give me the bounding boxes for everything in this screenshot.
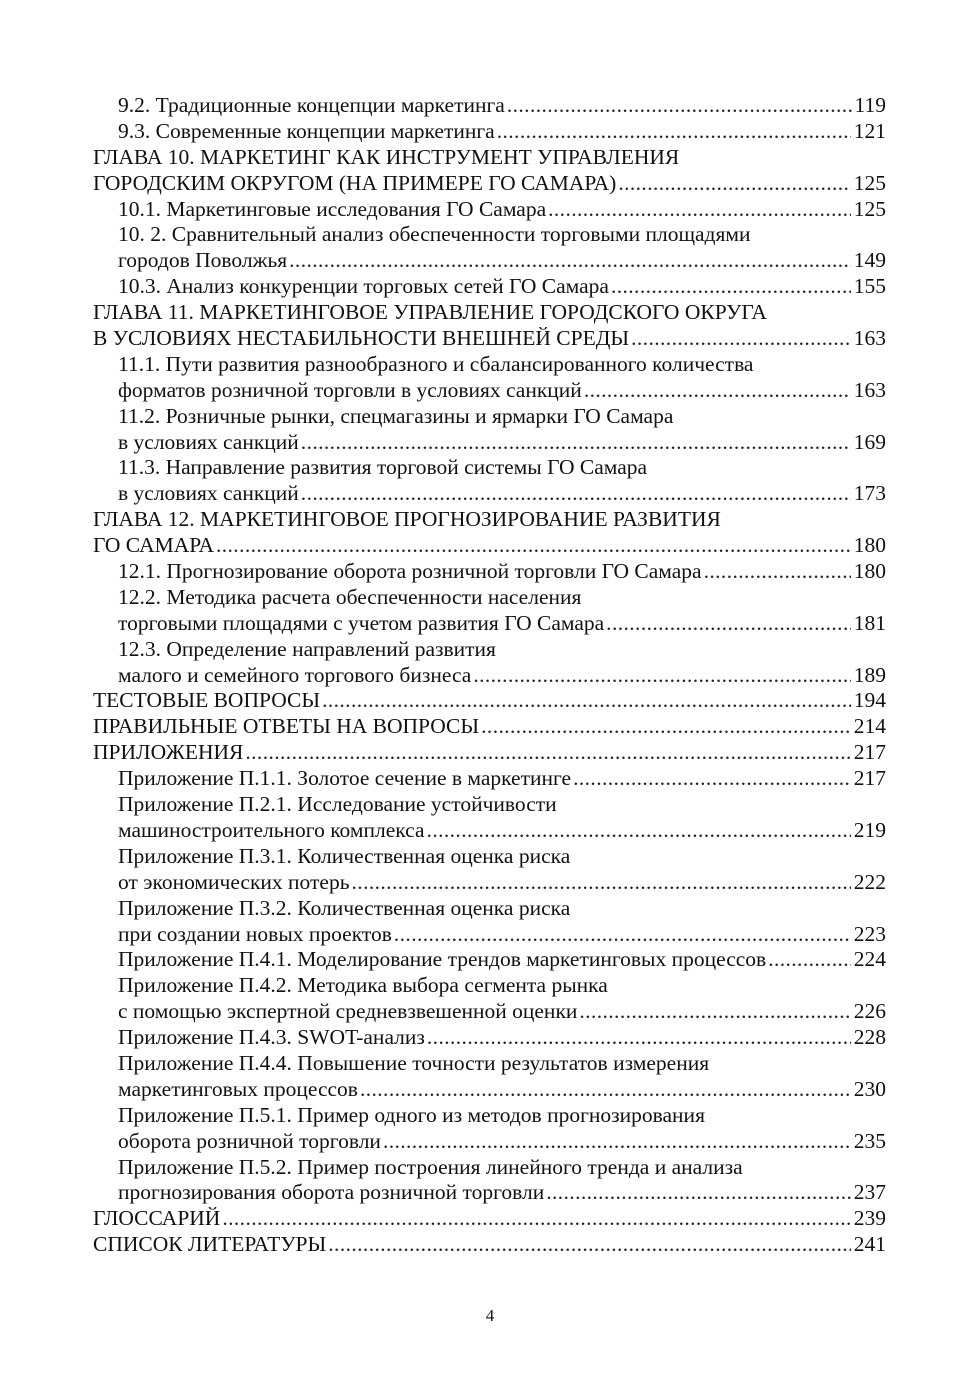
toc-page-number: 125 — [853, 196, 886, 221]
toc-dot-leader — [322, 688, 851, 714]
toc-dot-leader — [360, 1077, 851, 1103]
toc-entry-title: ПРИЛОЖЕНИЯ — [93, 740, 244, 765]
toc-entry — [93, 352, 886, 404]
table-of-contents — [93, 93, 886, 1258]
toc-dot-leader — [328, 1232, 850, 1258]
toc-entry — [93, 973, 886, 1025]
toc-entry-title: ГЛАВА 11. МАРКЕТИНГОВОЕ УПРАВЛЕНИЕ ГОРОДСКОГО ОКРУГА — [93, 300, 767, 325]
toc-dot-leader — [548, 197, 851, 223]
toc-entry-title: Приложение П.4.4. Повышение точности результатов измерения — [118, 1050, 710, 1075]
toc-entry-line-with-page — [93, 533, 886, 559]
toc-page-number: 189 — [853, 662, 886, 687]
toc-dot-leader — [352, 870, 851, 896]
toc-entry — [93, 455, 886, 507]
toc-page-number: 180 — [853, 559, 886, 584]
toc-dot-leader — [611, 274, 851, 300]
toc-entry-line-with-page — [93, 766, 886, 792]
toc-entry — [93, 507, 886, 559]
toc-entry — [93, 119, 886, 145]
toc-entry-line-with-page — [93, 922, 886, 948]
toc-page-number: 241 — [853, 1232, 886, 1257]
toc-page-number: 169 — [853, 429, 886, 454]
toc-page-number: 173 — [853, 481, 886, 506]
toc-entry — [93, 1232, 886, 1258]
toc-entry-title: Приложение П.4.2. Методика выбора сегмента рынка — [118, 973, 608, 998]
toc-entry-title: 9.2. Традиционные концепции маркетинга — [118, 93, 505, 117]
toc-entry-title: в условиях санкций — [118, 429, 299, 454]
toc-entry-line-with-page — [93, 93, 886, 119]
toc-entry-title: ГЛОССАРИЙ — [93, 1206, 221, 1231]
toc-page-number: 235 — [853, 1128, 886, 1153]
toc-page-number: 214 — [853, 714, 886, 739]
toc-dot-leader — [289, 248, 851, 274]
toc-page-number: 226 — [853, 999, 886, 1024]
toc-page-number: 239 — [853, 1206, 886, 1231]
toc-dot-leader — [394, 922, 851, 948]
toc-entry — [93, 404, 886, 456]
toc-dot-leader — [573, 766, 851, 792]
toc-entry-line-with-page — [93, 481, 886, 507]
toc-entry-title: 10.1. Маркетинговые исследования ГО Самара — [118, 196, 547, 221]
toc-entry-title: в условиях санкций — [118, 481, 299, 506]
toc-dot-leader — [579, 999, 850, 1025]
toc-page-number: 217 — [853, 740, 886, 765]
toc-entry-line — [93, 222, 886, 248]
toc-entry-title: 11.1. Пути развития разнообразного и сбалансированного количества — [118, 351, 754, 376]
toc-page-number: 125 — [853, 170, 886, 195]
toc-page-number: 222 — [853, 869, 886, 894]
toc-page-number: 149 — [853, 248, 886, 273]
toc-page-number: 163 — [853, 377, 886, 402]
toc-dot-leader — [301, 430, 851, 456]
toc-entry-title: Приложение П.5.2. Пример построения линейного тренда и анализа — [118, 1154, 743, 1179]
toc-entry — [93, 637, 886, 689]
toc-entry-line-with-page — [93, 197, 886, 223]
toc-entry-title: 12.2. Методика расчета обеспеченности населения — [118, 584, 582, 609]
toc-entry-line-with-page — [93, 1077, 886, 1103]
toc-dot-leader — [704, 559, 851, 585]
toc-dot-leader — [481, 714, 851, 740]
toc-entry-line-with-page — [93, 248, 886, 274]
toc-entry-line — [93, 404, 886, 430]
toc-entry — [93, 274, 886, 300]
toc-entry-title: маркетинговых процессов — [118, 1076, 358, 1101]
toc-dot-leader — [473, 663, 850, 689]
toc-dot-leader — [301, 481, 851, 507]
toc-entry-line-with-page — [93, 947, 886, 973]
toc-entry-title: ПРАВИЛЬНЫЕ ОТВЕТЫ НА ВОПРОСЫ — [93, 714, 480, 739]
toc-entry — [93, 1025, 886, 1051]
toc-entry-line-with-page — [93, 740, 886, 766]
toc-entry — [93, 145, 886, 197]
toc-entry — [93, 740, 886, 766]
toc-page-number: 228 — [853, 1025, 886, 1050]
toc-entry-title: 12.1. Прогнозирование оборота розничной торговли ГО Самара — [118, 559, 702, 584]
toc-entry-title: торговыми площадями с учетом развития ГО Самара — [118, 610, 605, 635]
toc-entry-title: Приложение П.2.1. Исследование устойчивости — [118, 792, 557, 817]
toc-entry-line-with-page — [93, 1180, 886, 1206]
toc-page-number: 224 — [853, 947, 886, 972]
toc-entry-title: Приложение П.5.1. Пример одного из методов прогнозирования — [118, 1102, 705, 1127]
toc-entry-line — [93, 896, 886, 922]
toc-entry-line-with-page — [93, 818, 886, 844]
toc-entry-line — [93, 145, 886, 171]
toc-entry — [93, 300, 886, 352]
page-number: 4 — [485, 1306, 495, 1325]
toc-entry-title: 9.3. Современные концепции маркетинга — [118, 118, 495, 143]
toc-entry-line-with-page — [93, 559, 886, 585]
toc-page-number: 230 — [853, 1076, 886, 1101]
toc-page-number: 155 — [853, 274, 886, 299]
toc-entry-title: Приложение П.4.3. SWOT-анализ — [118, 1025, 425, 1050]
toc-entry-line-with-page — [93, 611, 886, 637]
toc-entry-title: 11.2. Розничные рынки, спецмагазины и ярмарки ГО Самара — [118, 403, 674, 428]
toc-entry-line — [93, 507, 886, 533]
toc-entry — [93, 585, 886, 637]
toc-dot-leader — [383, 1129, 851, 1155]
toc-entry-line — [93, 637, 886, 663]
toc-entry — [93, 1206, 886, 1232]
toc-dot-leader — [631, 326, 851, 352]
toc-entry-line-with-page — [93, 1206, 886, 1232]
toc-page-number: 223 — [853, 921, 886, 946]
toc-entry — [93, 1051, 886, 1103]
toc-entry-line-with-page — [93, 378, 886, 404]
toc-dot-leader — [768, 947, 851, 973]
toc-page-number: 219 — [853, 817, 886, 842]
toc-entry-line — [93, 792, 886, 818]
toc-entry-title: машиностроительного комплекса — [118, 817, 425, 842]
toc-entry-line-with-page — [93, 1129, 886, 1155]
toc-entry-title: СПИСОК ЛИТЕРАТУРЫ — [93, 1232, 327, 1257]
toc-entry-title: ГЛАВА 10. МАРКЕТИНГ КАК ИНСТРУМЕНТ УПРАВЛЕНИЯ — [93, 144, 680, 169]
toc-entry-title: малого и семейного торгового бизнеса — [118, 662, 472, 687]
toc-entry-line-with-page — [93, 171, 886, 197]
toc-entry-line-with-page — [93, 1232, 886, 1258]
toc-entry-line — [93, 844, 886, 870]
toc-entry-title: ГО САМАРА — [93, 533, 214, 558]
toc-entry-line — [93, 300, 886, 326]
toc-dot-leader — [222, 1206, 850, 1232]
toc-entry-title: городов Поволжья — [118, 248, 288, 273]
toc-entry-title: прогнозирования оборота розничной торговли — [118, 1180, 545, 1205]
toc-entry-title: оборота розничной торговли — [118, 1128, 381, 1153]
toc-entry-line-with-page — [93, 688, 886, 714]
toc-entry-line — [93, 585, 886, 611]
toc-entry-line-with-page — [93, 430, 886, 456]
toc-entry-title: 10.3. Анализ конкуренции торговых сетей ГО Самара — [118, 274, 609, 299]
toc-entry-line-with-page — [93, 274, 886, 300]
toc-entry-title: с помощью экспертной средневзвешенной оценки — [118, 999, 578, 1024]
toc-entry-title: Приложение П.4.1. Моделирование трендов маркетинговых процессов — [118, 947, 767, 972]
toc-entry-title: Приложение П.3.1. Количественная оценка риска — [118, 843, 571, 868]
toc-entry-title: ГЛАВА 12. МАРКЕТИНГОВОЕ ПРОГНОЗИРОВАНИЕ РАЗВИТИЯ — [93, 507, 721, 532]
toc-entry-line — [93, 973, 886, 999]
toc-entry-title: форматов розничной торговли в условиях санкций — [118, 377, 582, 402]
toc-entry-line — [93, 352, 886, 378]
toc-entry — [93, 844, 886, 896]
toc-entry-line-with-page — [93, 119, 886, 145]
toc-entry — [93, 1155, 886, 1207]
toc-entry — [93, 947, 886, 973]
toc-page-number: 181 — [853, 610, 886, 635]
toc-entry — [93, 714, 886, 740]
toc-entry-title: 12.3. Определение направлений развития — [118, 636, 496, 661]
toc-dot-leader — [606, 611, 851, 637]
toc-page-number: 180 — [853, 533, 886, 558]
toc-entry — [93, 1103, 886, 1155]
toc-entry — [93, 93, 886, 119]
toc-entry-line-with-page — [93, 999, 886, 1025]
toc-entry — [93, 792, 886, 844]
toc-dot-leader — [584, 378, 851, 404]
toc-entry-title: при создании новых проектов — [118, 921, 392, 946]
toc-dot-leader — [427, 1025, 851, 1051]
toc-entry-title: ТЕСТОВЫЕ ВОПРОСЫ — [93, 688, 321, 713]
toc-entry-line-with-page — [93, 1025, 886, 1051]
toc-entry-title: Приложение П.3.2. Количественная оценка риска — [118, 895, 571, 920]
toc-entry-line — [93, 1103, 886, 1129]
toc-entry-title: 11.3. Направление развития торговой системы ГО Самара — [118, 455, 648, 480]
toc-dot-leader — [497, 119, 851, 145]
toc-dot-leader — [245, 740, 850, 766]
toc-entry — [93, 896, 886, 948]
toc-entry-line-with-page — [93, 326, 886, 352]
toc-page-number: 119 — [854, 93, 886, 117]
toc-entry — [93, 197, 886, 223]
toc-page-number: 217 — [853, 766, 886, 791]
toc-entry-line — [93, 455, 886, 481]
toc-entry — [93, 222, 886, 274]
toc-entry-line-with-page — [93, 663, 886, 689]
toc-dot-leader — [216, 533, 851, 559]
toc-entry — [93, 688, 886, 714]
toc-page-number: 121 — [853, 118, 886, 143]
toc-dot-leader — [507, 93, 852, 119]
toc-page-number: 237 — [853, 1180, 886, 1205]
toc-entry-title: от экономических потерь — [118, 869, 350, 894]
toc-entry-line-with-page — [93, 870, 886, 896]
toc-entry-line-with-page — [93, 714, 886, 740]
toc-entry-title: Приложение П.1.1. Золотое сечение в маркетинге — [118, 766, 572, 791]
toc-dot-leader — [427, 818, 851, 844]
toc-dot-leader — [546, 1180, 851, 1206]
toc-entry-title: ГОРОДСКИМ ОКРУГОМ (НА ПРИМЕРЕ ГО САМАРА) — [93, 170, 617, 195]
toc-entry-line — [93, 1155, 886, 1181]
toc-entry-title: 10. 2. Сравнительный анализ обеспеченности торговыми площадями — [118, 222, 751, 247]
toc-entry-title: В УСЛОВИЯХ НЕСТАБИЛЬНОСТИ ВНЕШНЕЙ СРЕДЫ — [93, 326, 630, 351]
toc-page-number: 194 — [853, 688, 886, 713]
toc-page-number: 163 — [853, 326, 886, 351]
toc-entry — [93, 559, 886, 585]
toc-dot-leader — [618, 171, 850, 197]
toc-entry-line — [93, 1051, 886, 1077]
toc-entry — [93, 766, 886, 792]
